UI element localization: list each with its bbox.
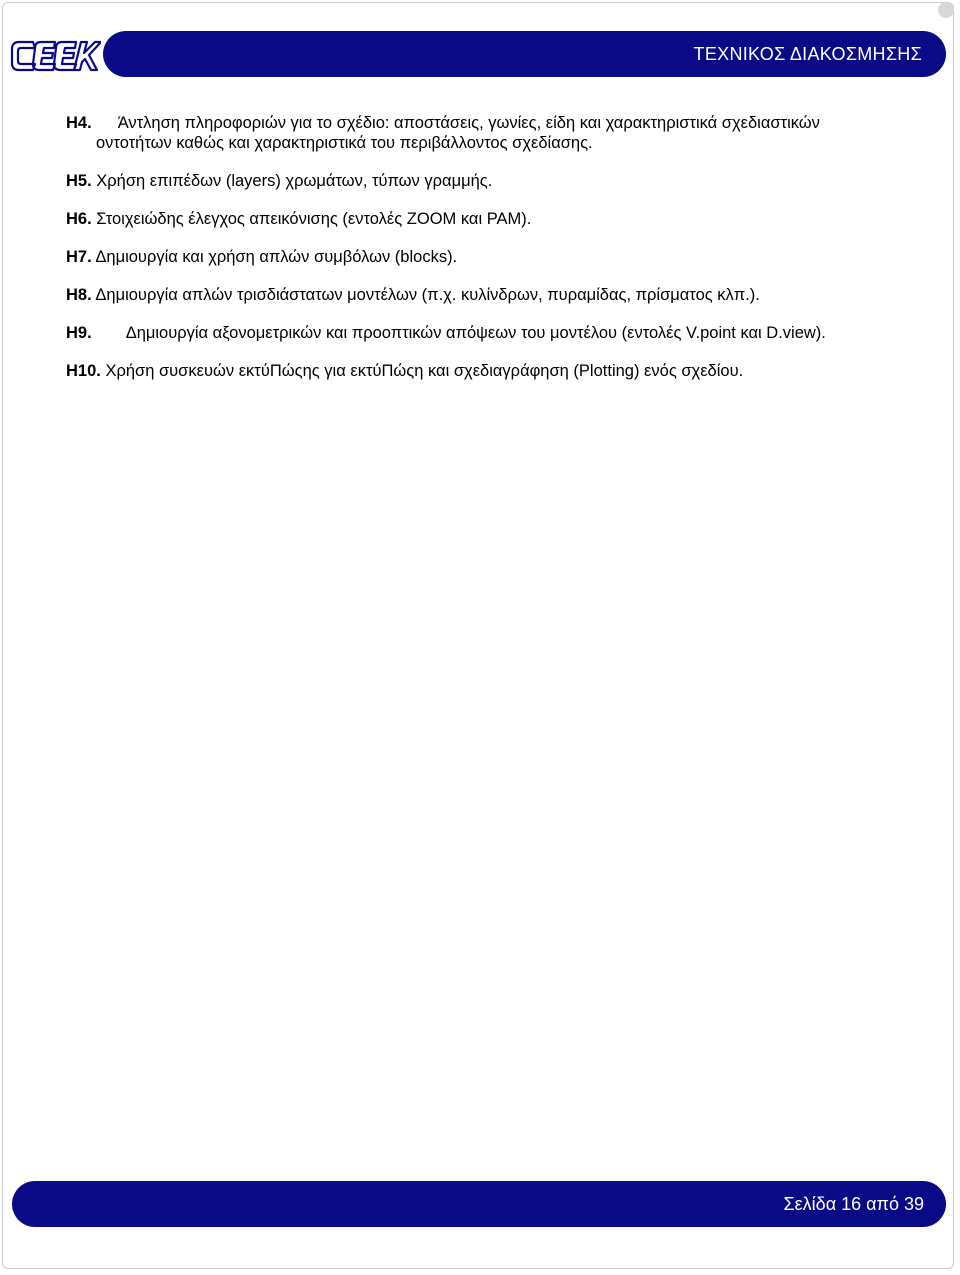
item-text: Δημιουργία αξονομετρικών και προοπτικών απόψεων του μοντέλου (εντολές V.point και D.view). <box>125 324 826 342</box>
corner-mark <box>938 2 954 18</box>
item-code: Η7. <box>66 248 92 266</box>
item-text-continuation: οντοτήτων καθώς και χαρακτηριστικά του περιβάλλοντος σχεδίασης. <box>96 134 593 152</box>
item-text: Άντληση πληροφοριών για το σχέδιο: αποστάσεις, γωνίες, είδη και χαρακτηριστικά σχεδιαστικών <box>117 114 820 132</box>
list-item <box>66 247 946 267</box>
list-item <box>66 209 946 229</box>
item-text: Χρήση συσκευών εκτύΠώςης για εκτύΠώςη και σχεδιαγράφηση (Plotting) ενός σχεδίου. <box>105 362 744 380</box>
document-body <box>66 113 946 399</box>
header-bar <box>103 31 946 77</box>
item-text: Χρήση επιπέδων (layers) χρωμάτων, τύπων γραμμής. <box>96 172 493 190</box>
footer-bar <box>12 1181 946 1227</box>
item-text: Δημιουργία και χρήση απλών συμβόλων (blocks). <box>95 248 458 266</box>
item-code: Η8. <box>66 286 92 304</box>
list-item <box>66 323 946 343</box>
item-text: Στοιχειώδης έλεγχος απεικόνισης (εντολές ZOOM και PAM). <box>96 210 532 228</box>
list-item <box>66 285 946 305</box>
list-item <box>66 361 946 381</box>
item-text: Δημιουργία απλών τρισδιάστατων μοντέλων (π.χ. κυλίνδρων, πυραμίδας, πρίσματος κλπ.). <box>95 286 760 304</box>
page-number: Σελίδα 16 από 39 <box>783 1193 924 1214</box>
item-code: Η5. <box>66 172 92 190</box>
item-code: Η6. <box>66 210 92 228</box>
item-code: Η10. <box>66 362 101 380</box>
list-item <box>66 171 946 191</box>
header-title: ΤΕΧΝΙΚΟΣ ΔΙΑΚΟΣΜΗΣΗΣ <box>693 43 922 64</box>
ceek-logo-icon <box>9 36 101 76</box>
item-code: Η4. <box>66 114 92 132</box>
list-item <box>66 113 946 153</box>
item-code: Η9. <box>66 324 92 342</box>
